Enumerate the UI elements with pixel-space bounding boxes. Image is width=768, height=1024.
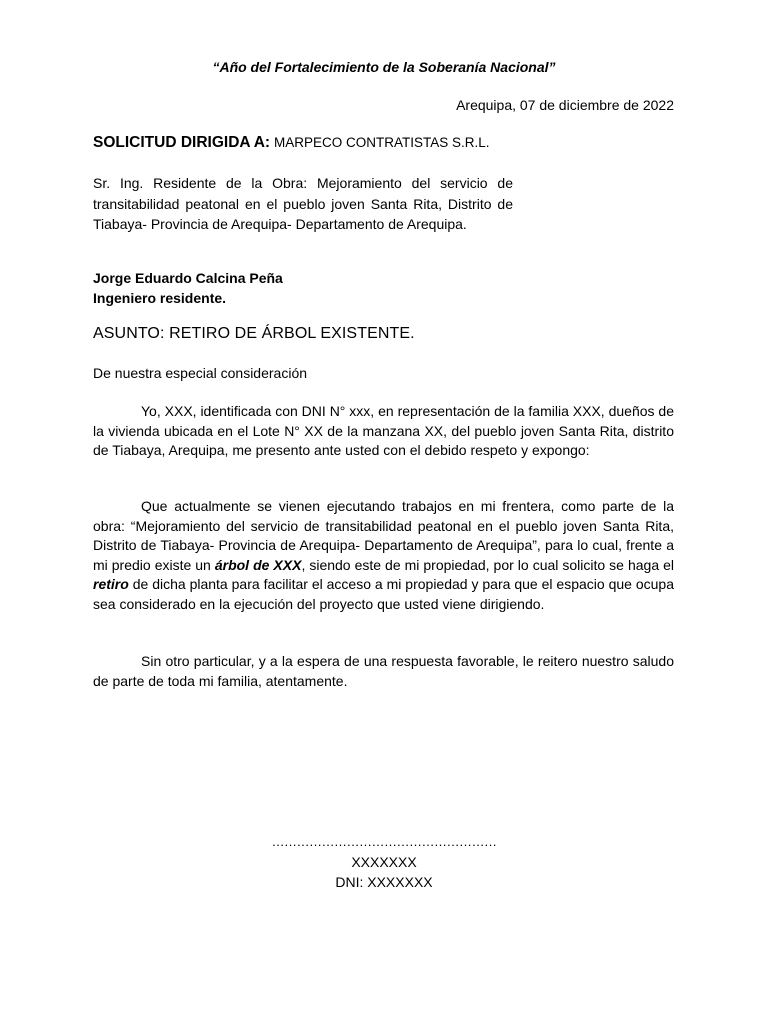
signatory-name: Jorge Eduardo Calcina Peña — [93, 270, 283, 286]
p2-text-e: de dicha planta para facilitar el acceso a mi propiedad y para que el espacio que ocupa sea considerado en la ejecución del proyecto que usted viene dirigiendo. — [93, 576, 674, 612]
signature-name: XXXXXXX — [351, 854, 417, 870]
p2-emphasis-tree: árbol de XXX — [214, 556, 302, 573]
signatory-role: Ingeniero residente. — [93, 290, 227, 306]
greeting: De nuestra especial consideración — [93, 365, 308, 381]
p2-text-a: Que actualmente se vienen ejecutando trabajos en mi frentera, como parte de la obra: “Mejoramiento del servicio de transitabilidad peatonal en el pueblo joven Santa Rita, Distrito de Tiabaya- Provincia de Arequipa- Departamento de Arequipa”, para lo cual, frente a mi predio existe un — [93, 498, 674, 573]
year-motto: “Año del Fortalecimiento de la Soberanía Nacional” — [212, 59, 556, 75]
subject-line: ASUNTO: RETIRO DE ÁRBOL EXISTENTE. — [93, 325, 415, 342]
signature-line: ……………………………………………… — [271, 834, 497, 849]
recipient-block: Sr. Ing. Residente de la Obra: Mejoramiento del servicio de transitabilidad peatonal en el pueblo joven Santa Rita, Distrito de Tiabaya- Provincia de Arequipa- Departamento de Arequipa. — [93, 175, 513, 232]
body-paragraph-1-text: Yo, XXX, identificada con DNI N° xxx, en representación de la familia XXX, dueños de la vivienda ubicada en el Lote N° XX de la manzana XX, del pueblo joven Santa Rita, distrito de Tiabaya, Arequipa, me presento ante usted con el debido respeto y expongo: — [93, 403, 674, 458]
p2-emphasis-retiro: retiro — [93, 576, 129, 592]
p2-text-c: , siendo este de mi propiedad, por lo cual solicito se haga el — [301, 556, 674, 573]
addressee-company: MARPECO CONTRATISTAS S.R.L. — [273, 135, 490, 150]
body-paragraph-3-text: Sin otro particular, y a la espera de una respuesta favorable, le reitero nuestro saludo de parte de toda mi familia, atentamente. — [93, 653, 674, 689]
addressee-line — [93, 133, 693, 153]
signature-dni: DNI: XXXXXXX — [335, 874, 433, 890]
signatory-block — [93, 268, 493, 308]
body-paragraph-3 — [93, 652, 674, 691]
body-paragraph-1 — [93, 402, 674, 461]
addressee-label: SOLICITUD DIRIGIDA A: — [93, 134, 271, 151]
body-paragraph-2 — [93, 497, 674, 614]
letter-date: Arequipa, 07 de diciembre de 2022 — [456, 97, 674, 113]
signature-block — [0, 832, 768, 892]
